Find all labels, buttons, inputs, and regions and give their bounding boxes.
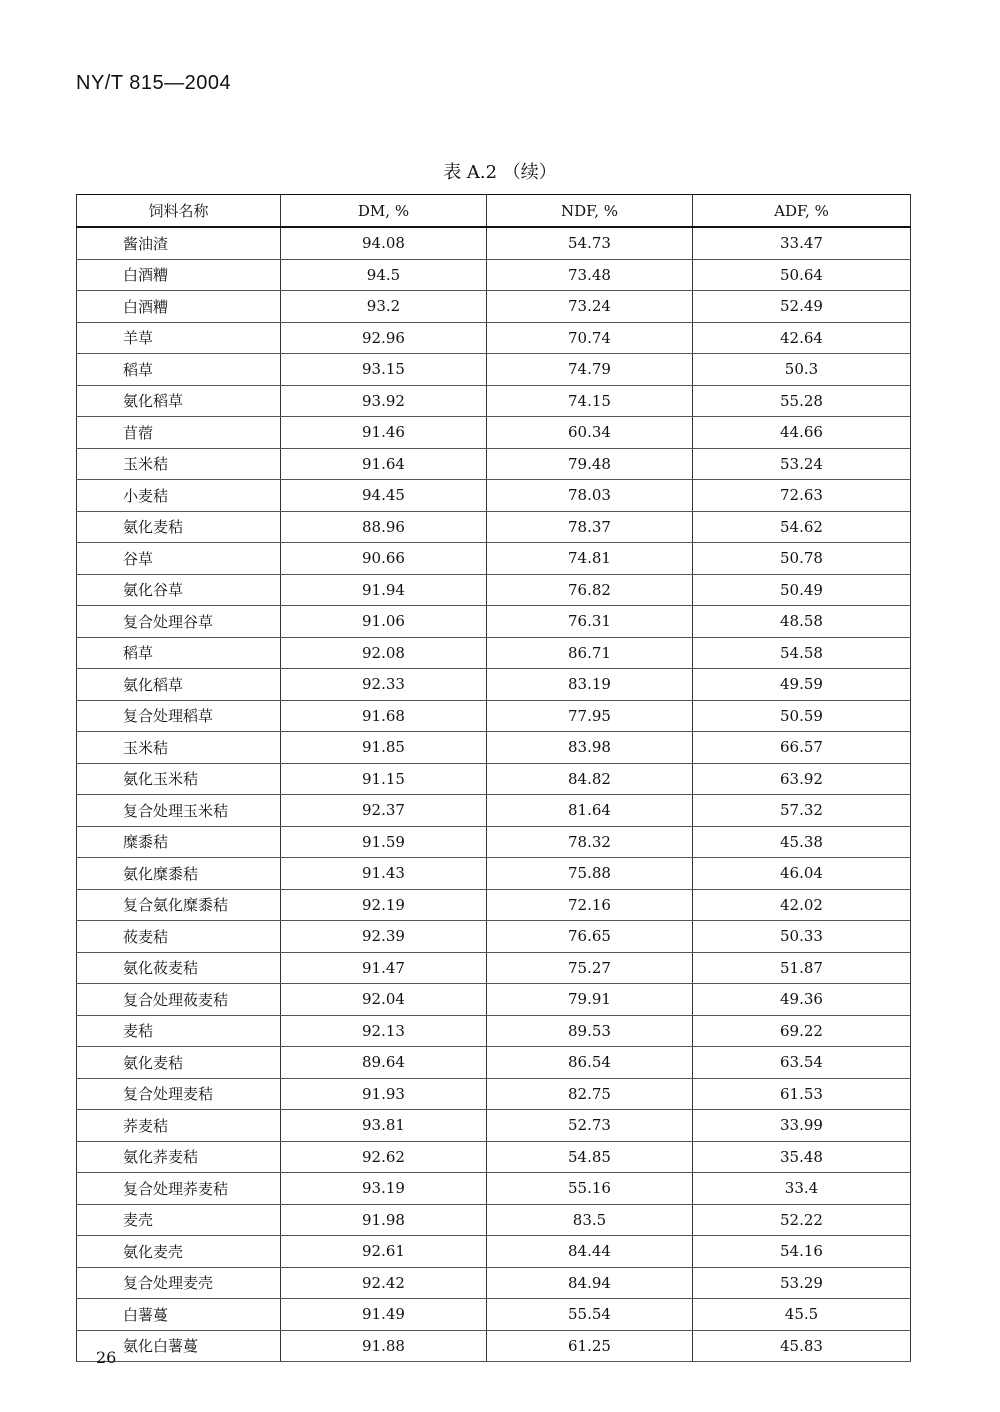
adf-cell: 51.87 bbox=[693, 952, 911, 984]
table-row bbox=[77, 227, 911, 259]
dm-cell: 89.64 bbox=[281, 1047, 487, 1079]
dm-cell: 91.43 bbox=[281, 858, 487, 890]
table-row bbox=[77, 385, 911, 417]
table-row bbox=[77, 732, 911, 764]
feed-name-cell: 氨化麦秸 bbox=[77, 1047, 281, 1079]
feed-name-cell: 复合氨化糜黍秸 bbox=[77, 889, 281, 921]
feed-name-cell: 麦壳 bbox=[77, 1204, 281, 1236]
feed-name-cell: 氨化糜黍秸 bbox=[77, 858, 281, 890]
ndf-cell: 74.81 bbox=[487, 543, 693, 575]
ndf-cell: 75.27 bbox=[487, 952, 693, 984]
table-row bbox=[77, 1141, 911, 1173]
adf-cell: 42.02 bbox=[693, 889, 911, 921]
table-title: 表 A.2 （续） bbox=[443, 162, 557, 183]
table-row bbox=[77, 322, 911, 354]
adf-cell: 54.58 bbox=[693, 637, 911, 669]
adf-cell: 50.49 bbox=[693, 574, 911, 606]
dm-cell: 93.81 bbox=[281, 1110, 487, 1142]
adf-cell: 54.16 bbox=[693, 1236, 911, 1268]
feed-name-cell: 谷草 bbox=[77, 543, 281, 575]
adf-cell: 53.24 bbox=[693, 448, 911, 480]
dm-cell: 93.19 bbox=[281, 1173, 487, 1205]
adf-cell: 66.57 bbox=[693, 732, 911, 764]
column-header-ndf: NDF, % bbox=[487, 195, 693, 228]
adf-cell: 44.66 bbox=[693, 417, 911, 449]
adf-cell: 53.29 bbox=[693, 1267, 911, 1299]
dm-cell: 91.46 bbox=[281, 417, 487, 449]
dm-cell: 91.59 bbox=[281, 826, 487, 858]
adf-cell: 50.64 bbox=[693, 259, 911, 291]
adf-cell: 69.22 bbox=[693, 1015, 911, 1047]
dm-cell: 93.15 bbox=[281, 354, 487, 386]
table-row bbox=[77, 1078, 911, 1110]
feed-name-cell: 氨化荞麦秸 bbox=[77, 1141, 281, 1173]
ndf-cell: 72.16 bbox=[487, 889, 693, 921]
table-row bbox=[77, 637, 911, 669]
dm-cell: 92.08 bbox=[281, 637, 487, 669]
dm-cell: 91.49 bbox=[281, 1299, 487, 1331]
table-row bbox=[77, 1267, 911, 1299]
adf-cell: 61.53 bbox=[693, 1078, 911, 1110]
adf-cell: 50.33 bbox=[693, 921, 911, 953]
adf-cell: 35.48 bbox=[693, 1141, 911, 1173]
dm-cell: 88.96 bbox=[281, 511, 487, 543]
ndf-cell: 84.44 bbox=[487, 1236, 693, 1268]
ndf-cell: 78.32 bbox=[487, 826, 693, 858]
ndf-cell: 86.71 bbox=[487, 637, 693, 669]
feed-name-cell: 氨化莜麦秸 bbox=[77, 952, 281, 984]
adf-cell: 45.83 bbox=[693, 1330, 911, 1362]
ndf-cell: 83.5 bbox=[487, 1204, 693, 1236]
dm-cell: 91.68 bbox=[281, 700, 487, 732]
feed-name-cell: 白酒糟 bbox=[77, 291, 281, 323]
table-row bbox=[77, 480, 911, 512]
feed-name-cell: 苜蓿 bbox=[77, 417, 281, 449]
dm-cell: 92.33 bbox=[281, 669, 487, 701]
table-row bbox=[77, 669, 911, 701]
feed-name-cell: 复合处理麦秸 bbox=[77, 1078, 281, 1110]
ndf-cell: 82.75 bbox=[487, 1078, 693, 1110]
dm-cell: 91.47 bbox=[281, 952, 487, 984]
ndf-cell: 83.98 bbox=[487, 732, 693, 764]
dm-cell: 91.15 bbox=[281, 763, 487, 795]
ndf-cell: 60.34 bbox=[487, 417, 693, 449]
feed-name-cell: 玉米秸 bbox=[77, 732, 281, 764]
adf-cell: 45.38 bbox=[693, 826, 911, 858]
table-row bbox=[77, 1299, 911, 1331]
ndf-cell: 83.19 bbox=[487, 669, 693, 701]
feed-name-cell: 复合处理荞麦秸 bbox=[77, 1173, 281, 1205]
ndf-cell: 84.94 bbox=[487, 1267, 693, 1299]
dm-cell: 94.45 bbox=[281, 480, 487, 512]
table-row bbox=[77, 606, 911, 638]
ndf-cell: 70.74 bbox=[487, 322, 693, 354]
dm-cell: 92.96 bbox=[281, 322, 487, 354]
dm-cell: 92.04 bbox=[281, 984, 487, 1016]
ndf-cell: 76.65 bbox=[487, 921, 693, 953]
dm-cell: 91.93 bbox=[281, 1078, 487, 1110]
dm-cell: 94.08 bbox=[281, 227, 487, 259]
adf-cell: 49.59 bbox=[693, 669, 911, 701]
dm-cell: 91.06 bbox=[281, 606, 487, 638]
adf-cell: 49.36 bbox=[693, 984, 911, 1016]
feed-name-cell: 氨化麦壳 bbox=[77, 1236, 281, 1268]
feed-name-cell: 羊草 bbox=[77, 322, 281, 354]
table-row bbox=[77, 543, 911, 575]
feed-name-cell: 复合处理麦壳 bbox=[77, 1267, 281, 1299]
table-row bbox=[77, 448, 911, 480]
column-header-adf: ADF, % bbox=[693, 195, 911, 228]
dm-cell: 92.61 bbox=[281, 1236, 487, 1268]
dm-cell: 91.94 bbox=[281, 574, 487, 606]
dm-cell: 92.13 bbox=[281, 1015, 487, 1047]
feed-name-cell: 复合处理谷草 bbox=[77, 606, 281, 638]
dm-cell: 91.88 bbox=[281, 1330, 487, 1362]
adf-cell: 33.47 bbox=[693, 227, 911, 259]
feed-composition-table bbox=[76, 194, 911, 1362]
ndf-cell: 89.53 bbox=[487, 1015, 693, 1047]
ndf-cell: 76.82 bbox=[487, 574, 693, 606]
adf-cell: 54.62 bbox=[693, 511, 911, 543]
ndf-cell: 78.37 bbox=[487, 511, 693, 543]
standard-code: NY/T 815—2004 bbox=[76, 72, 232, 94]
adf-cell: 63.92 bbox=[693, 763, 911, 795]
adf-cell: 57.32 bbox=[693, 795, 911, 827]
table-row bbox=[77, 1015, 911, 1047]
dm-cell: 90.66 bbox=[281, 543, 487, 575]
feed-name-cell: 氨化稻草 bbox=[77, 385, 281, 417]
feed-name-cell: 小麦秸 bbox=[77, 480, 281, 512]
dm-cell: 92.39 bbox=[281, 921, 487, 953]
adf-cell: 52.22 bbox=[693, 1204, 911, 1236]
table-row bbox=[77, 858, 911, 890]
table-row bbox=[77, 889, 911, 921]
ndf-cell: 61.25 bbox=[487, 1330, 693, 1362]
table-row bbox=[77, 1330, 911, 1362]
page-number: 26 bbox=[96, 1348, 117, 1367]
table-row bbox=[77, 984, 911, 1016]
adf-cell: 33.99 bbox=[693, 1110, 911, 1142]
dm-cell: 92.37 bbox=[281, 795, 487, 827]
feed-name-cell: 麦秸 bbox=[77, 1015, 281, 1047]
table-header-row bbox=[77, 195, 911, 228]
dm-cell: 91.64 bbox=[281, 448, 487, 480]
adf-cell: 42.64 bbox=[693, 322, 911, 354]
adf-cell: 45.5 bbox=[693, 1299, 911, 1331]
ndf-cell: 84.82 bbox=[487, 763, 693, 795]
feed-name-cell: 酱油渣 bbox=[77, 227, 281, 259]
ndf-cell: 54.85 bbox=[487, 1141, 693, 1173]
table-row bbox=[77, 826, 911, 858]
feed-name-cell: 稻草 bbox=[77, 354, 281, 386]
table-row bbox=[77, 1110, 911, 1142]
adf-cell: 55.28 bbox=[693, 385, 911, 417]
ndf-cell: 75.88 bbox=[487, 858, 693, 890]
feed-name-cell: 复合处理莜麦秸 bbox=[77, 984, 281, 1016]
ndf-cell: 76.31 bbox=[487, 606, 693, 638]
dm-cell: 94.5 bbox=[281, 259, 487, 291]
feed-name-cell: 氨化玉米秸 bbox=[77, 763, 281, 795]
adf-cell: 46.04 bbox=[693, 858, 911, 890]
feed-name-cell: 荞麦秸 bbox=[77, 1110, 281, 1142]
dm-cell: 91.98 bbox=[281, 1204, 487, 1236]
ndf-cell: 73.48 bbox=[487, 259, 693, 291]
table-row bbox=[77, 1047, 911, 1079]
table-row bbox=[77, 259, 911, 291]
column-header-feed-name: 饲料名称 bbox=[77, 195, 281, 228]
ndf-cell: 55.16 bbox=[487, 1173, 693, 1205]
feed-name-cell: 氨化稻草 bbox=[77, 669, 281, 701]
table-row bbox=[77, 511, 911, 543]
ndf-cell: 55.54 bbox=[487, 1299, 693, 1331]
dm-cell: 92.62 bbox=[281, 1141, 487, 1173]
table-row bbox=[77, 700, 911, 732]
feed-name-cell: 复合处理玉米秸 bbox=[77, 795, 281, 827]
table-row bbox=[77, 291, 911, 323]
ndf-cell: 74.79 bbox=[487, 354, 693, 386]
ndf-cell: 79.91 bbox=[487, 984, 693, 1016]
adf-cell: 48.58 bbox=[693, 606, 911, 638]
feed-name-cell: 稻草 bbox=[77, 637, 281, 669]
adf-cell: 50.78 bbox=[693, 543, 911, 575]
adf-cell: 50.3 bbox=[693, 354, 911, 386]
column-header-dm: DM, % bbox=[281, 195, 487, 228]
table-row bbox=[77, 763, 911, 795]
ndf-cell: 81.64 bbox=[487, 795, 693, 827]
feed-name-cell: 白酒糟 bbox=[77, 259, 281, 291]
ndf-cell: 78.03 bbox=[487, 480, 693, 512]
ndf-cell: 74.15 bbox=[487, 385, 693, 417]
table-row bbox=[77, 574, 911, 606]
adf-cell: 52.49 bbox=[693, 291, 911, 323]
dm-cell: 93.2 bbox=[281, 291, 487, 323]
ndf-cell: 79.48 bbox=[487, 448, 693, 480]
table-row bbox=[77, 1236, 911, 1268]
dm-cell: 92.42 bbox=[281, 1267, 487, 1299]
ndf-cell: 52.73 bbox=[487, 1110, 693, 1142]
dm-cell: 92.19 bbox=[281, 889, 487, 921]
table-row bbox=[77, 795, 911, 827]
ndf-cell: 54.73 bbox=[487, 227, 693, 259]
feed-name-cell: 氨化麦秸 bbox=[77, 511, 281, 543]
adf-cell: 33.4 bbox=[693, 1173, 911, 1205]
table-row bbox=[77, 354, 911, 386]
ndf-cell: 86.54 bbox=[487, 1047, 693, 1079]
feed-name-cell: 氨化谷草 bbox=[77, 574, 281, 606]
dm-cell: 91.85 bbox=[281, 732, 487, 764]
feed-name-cell: 糜黍秸 bbox=[77, 826, 281, 858]
ndf-cell: 73.24 bbox=[487, 291, 693, 323]
table-row bbox=[77, 952, 911, 984]
ndf-cell: 77.95 bbox=[487, 700, 693, 732]
table-row bbox=[77, 1204, 911, 1236]
feed-name-cell: 白薯蔓 bbox=[77, 1299, 281, 1331]
feed-name-cell: 氨化白薯蔓 bbox=[77, 1330, 281, 1362]
feed-name-cell: 莜麦秸 bbox=[77, 921, 281, 953]
table-row bbox=[77, 417, 911, 449]
dm-cell: 93.92 bbox=[281, 385, 487, 417]
table-row bbox=[77, 1173, 911, 1205]
adf-cell: 50.59 bbox=[693, 700, 911, 732]
feed-name-cell: 玉米秸 bbox=[77, 448, 281, 480]
adf-cell: 72.63 bbox=[693, 480, 911, 512]
feed-name-cell: 复合处理稻草 bbox=[77, 700, 281, 732]
table-row bbox=[77, 921, 911, 953]
adf-cell: 63.54 bbox=[693, 1047, 911, 1079]
